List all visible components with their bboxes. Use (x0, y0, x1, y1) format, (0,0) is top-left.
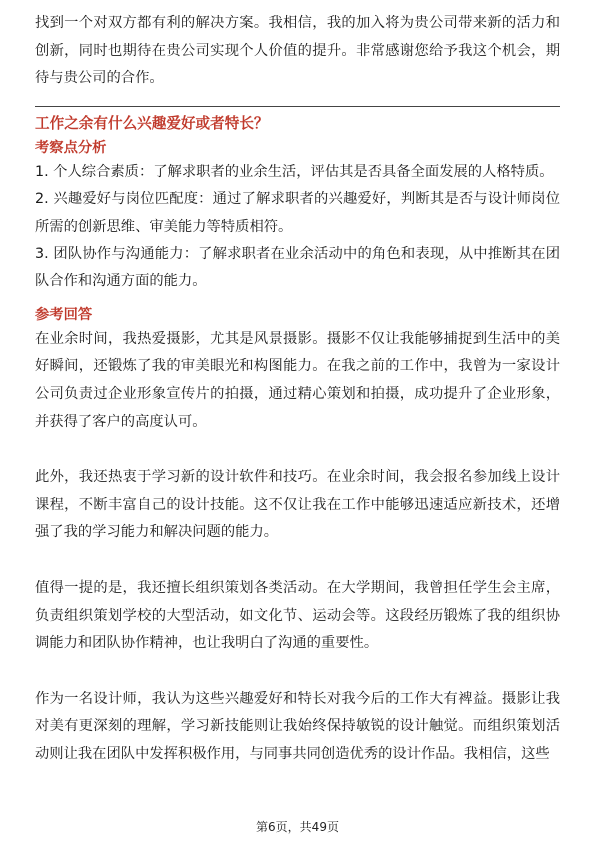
answer-paragraph: 此外，我还热衷于学习新的设计软件和技巧。在业余时间，我会报名参加线上设计课程，不断丰富自己的设计技能。这不仅让我在工作中能够迅速适应新技术，还增强了我的学习能力和解决问题的能力。 (35, 469, 560, 541)
analysis-item: 2. 兴趣爱好与岗位匹配度：通过了解求职者的兴趣爱好，判断其是否与设计师岗位所需的创新思维、审美能力等特质相符。 (35, 191, 560, 235)
intro-closing-paragraph: 找到一个对双方都有利的解决方案。我相信，我的加入将为贵公司带来新的活力和创新，同时也期待在贵公司实现个人价值的提升。非常感谢您给予我这个机会，期待与贵公司的合作。 (35, 15, 560, 87)
spacer (35, 436, 560, 464)
page-indicator: 第6页，共49页 (256, 820, 339, 834)
spacer (35, 296, 560, 304)
section-divider (35, 106, 560, 107)
page-footer (0, 818, 595, 835)
question-title: 工作之余有什么兴趣爱好或者特长？ (35, 114, 269, 132)
analysis-heading: 考察点分析 (35, 139, 107, 156)
answer-heading: 参考回答 (35, 306, 93, 323)
document-page (35, 10, 560, 769)
answer-paragraph: 在业余时间，我热爱摄影，尤其是风景摄影。摄影不仅让我能够捕捉到生活中的美好瞬间，还锻炼了我的审美眼光和构图能力。在我之前的工作中，我曾为一家设计公司负责过企业形象宣传片的拍摄，通过精心策划和拍摄，成功提升了企业形象，并获得了客户的高度认可。 (35, 330, 560, 430)
analysis-list (35, 159, 560, 296)
spacer (35, 658, 560, 686)
spacer (35, 547, 560, 575)
analysis-item: 3. 团队协作与沟通能力：了解求职者在业余活动中的角色和表现，从中推断其在团队合作和沟通方面的能力。 (35, 246, 560, 290)
analysis-item: 1. 个人综合素质：了解求职者的业余生活，评估其是否具备全面发展的人格特质。 (35, 163, 554, 180)
answer-paragraph: 值得一提的是，我还擅长组织策划各类活动。在大学期间，我曾担任学生会主席，负责组织策划学校的大型活动，如文化节、运动会等。这段经历锻炼了我的组织协调能力和团队协作精神，也让我明白了沟通的重要性。 (35, 579, 560, 652)
answer-paragraph: 作为一名设计师，我认为这些兴趣爱好和特长对我今后的工作大有裨益。摄影让我对美有更深刻的理解，学习新技能则让我始终保持敏锐的设计触觉。而组织策划活动则让我在团队中发挥积极作用，与同事共同创造优秀的设计作品。我相信，这些 (35, 690, 560, 762)
